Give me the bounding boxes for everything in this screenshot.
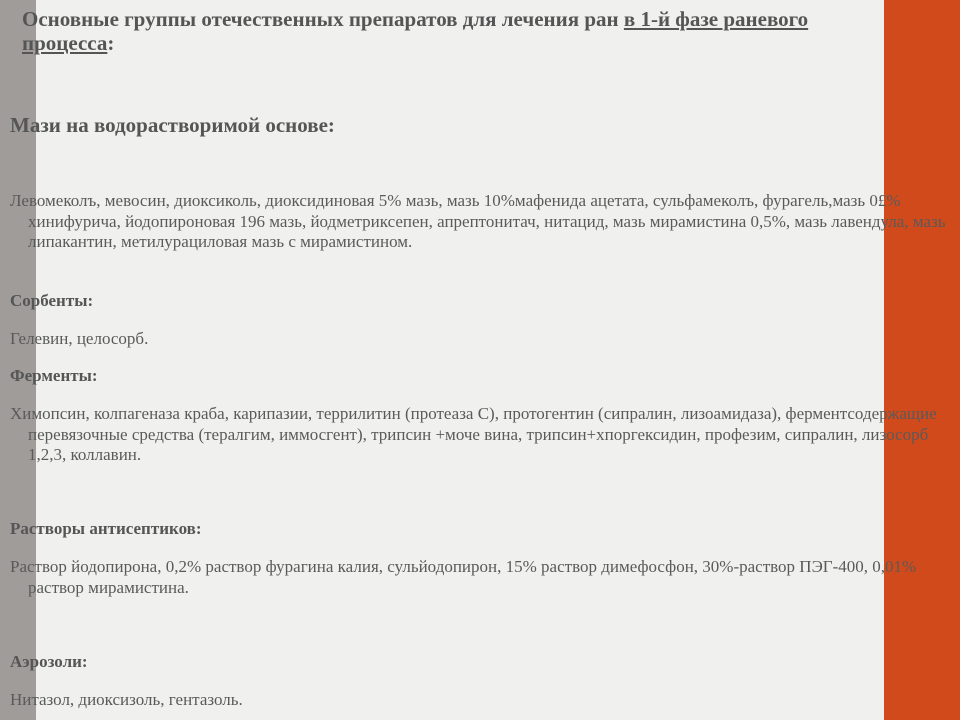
ointments-heading: Мази на водорастворимой основе:	[10, 113, 335, 137]
ointments-list: Левомеколъ, мевосин, диоксиколь, диоксидиновая 5% мазь, мазь 10%мафенида ацетата, сульфамеколъ, фурагель,мазь 0£% хинифурича, йодопироновая 196 мазь, йодметриксепен, апрептонитач, нитацид, мазь мирамистина 0,5%, мазь лавендула, мазь липакантин, метилурациловая мазь с мирамистином.	[10, 191, 946, 251]
antiseptics-heading: Растворы антисептиков:	[10, 519, 202, 538]
aerosols-list: Нитазол, диоксизоль, гентазоль.	[10, 690, 243, 709]
aerosols-heading: Аэрозоли:	[10, 652, 88, 671]
antiseptics-list: Раствор йодопирона, 0,2% раствор фурагина калия, сульйодопирон, 15% раствор димефосфон, 30%-раствор ПЭГ-400, 0,01% раствор мирамистина.	[10, 557, 917, 597]
slide-title	[22, 7, 902, 55]
sorbents-list: Гелевин, целосорб.	[10, 329, 149, 348]
enzymes-heading: Ферменты:	[10, 366, 98, 385]
title-text: Основные группы отечественных препаратов для лечения ран	[22, 7, 624, 31]
slide-content	[10, 0, 946, 720]
enzymes-list: Химопсин, колпагеназа краба, карипазии, террилитин (протеаза С), протогентин (сипралин, лизоамидаза), ферментсодержащие перевязочные средства (тералгим, иммосгент), трипсин +моче вина, трипсин+хпоргексидин, профезим, сипралин, лизосорб 1,2,3, коллавин.	[10, 404, 937, 464]
title-underlined-phrase: в 1-й фазе раневого процесса	[22, 7, 809, 55]
sorbents-heading: Сорбенты:	[10, 291, 94, 310]
title-colon: :	[107, 31, 115, 55]
